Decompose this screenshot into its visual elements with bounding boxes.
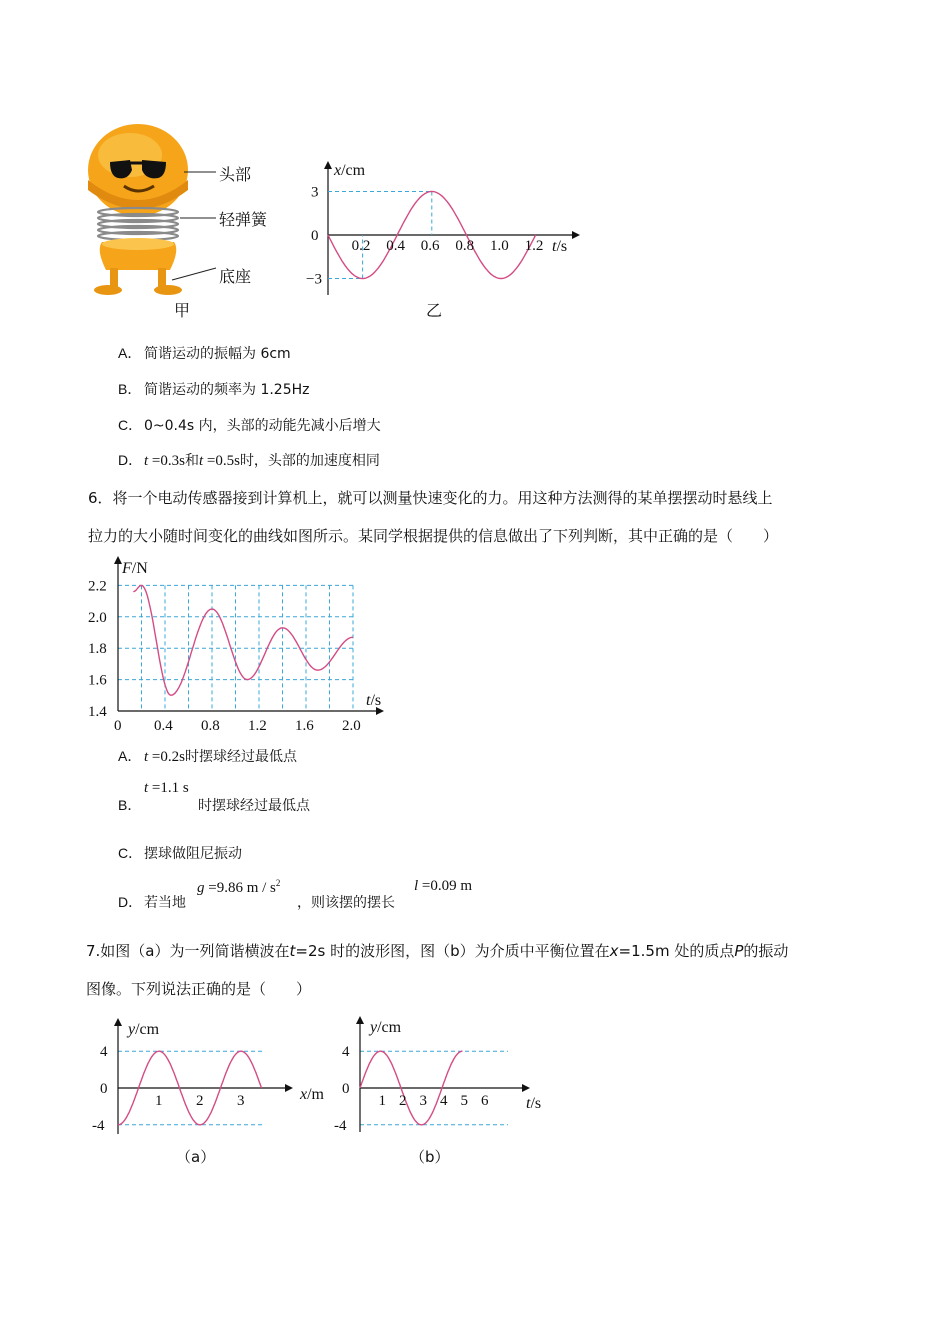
q7-stem-line1: 7.如图（a）为一列简谐横波在t=2s 时的波形图，图（b）为介质中平衡位置在x=1.5m 处的质点P的振动 — [86, 942, 789, 960]
q6-option-a[interactable]: A． t =0.2s时摆球经过最低点 — [118, 748, 297, 765]
y-tick-label: 1.8 — [88, 641, 107, 658]
q6-option-d-g: g =9.86 m / $s^2$ — [197, 878, 281, 896]
x-axis-arrow — [285, 1084, 293, 1092]
y-tick-label: 4 — [342, 1044, 350, 1061]
label-base: 底座 — [219, 267, 252, 286]
x-tick-label: 2 — [399, 1093, 407, 1109]
y-tick-label: 0 — [311, 228, 319, 244]
x-tick-label: 5 — [460, 1093, 468, 1109]
q6-option-b-tail: 时摆球经过最低点 — [198, 798, 310, 814]
x-axis-label: t/s — [526, 1095, 542, 1112]
x-tick-label: 1 — [155, 1093, 163, 1109]
x-tick-label: 2 — [196, 1093, 204, 1109]
spring-toy-figure — [80, 120, 300, 320]
x-axis-arrow — [572, 231, 580, 239]
y-tick-label: 0 — [342, 1081, 350, 1097]
q5-option-c[interactable]: C． 0~0.4s 内，头部的动能先减小后增大 — [118, 417, 381, 434]
x-tick-label: 2.0 — [342, 718, 361, 734]
q6-option-d-l: l =0.09 m — [414, 878, 473, 894]
series-line — [133, 585, 353, 695]
x-tick-label: 0 — [114, 718, 122, 734]
x-tick-label: 0.4 — [386, 238, 405, 254]
x-tick-label: 1 — [378, 1093, 386, 1109]
displacement-time-graph — [300, 155, 590, 295]
y-axis-arrow — [356, 1016, 364, 1024]
y-axis-arrow — [114, 556, 122, 564]
y-tick-label: -4 — [92, 1117, 105, 1134]
q6-option-d-mid: ，则该摆的摆长 — [297, 895, 395, 911]
caption-yi: 乙 — [426, 301, 443, 320]
x-tick-label: 1.2 — [248, 718, 267, 734]
vibration-graph-b — [330, 1010, 560, 1140]
y-tick-label: 0 — [100, 1081, 108, 1097]
x-tick-label: 3 — [419, 1093, 427, 1109]
y-axis-label: y/cm — [128, 1021, 160, 1038]
x-tick-label: 0.4 — [154, 718, 173, 734]
x-tick-label: 6 — [481, 1093, 489, 1109]
q6-option-b[interactable]: B． — [118, 797, 142, 813]
x-tick-label: 1.6 — [295, 718, 314, 734]
y-axis-label: y/cm — [370, 1019, 402, 1036]
x-axis-label: x/m — [300, 1086, 324, 1103]
x-tick-label: 0.8 — [455, 238, 475, 254]
x-tick-label: 0.6 — [420, 238, 440, 254]
q6-stem-line1: 6．将一个电动传感器接到计算机上，就可以测量快速变化的力。用这种方法测得的某单摆摆动时悬线上 — [88, 489, 773, 507]
x-tick-label: 0.2 — [351, 238, 371, 254]
x-axis-label: t/s — [552, 238, 568, 255]
caption-jia: 甲 — [174, 301, 191, 320]
y-tick-label: 1.4 — [88, 704, 107, 720]
y-axis-arrow — [114, 1018, 122, 1026]
q6-option-d[interactable]: D． 若当地 — [118, 894, 186, 911]
y-tick-label: 3 — [311, 184, 319, 201]
y-axis-arrow — [324, 161, 332, 169]
q7-stem-line2: 图像。下列说法正确的是（ ） — [86, 980, 312, 998]
q6-option-b-expr: t =1.1 s — [144, 780, 189, 796]
x-axis-label: t/s — [366, 692, 382, 709]
wave-graph-a — [90, 1012, 340, 1142]
x-tick-label: 1.0 — [490, 238, 509, 254]
x-tick-label: 0.8 — [201, 718, 220, 734]
label-spring: 轻弹簧 — [219, 210, 268, 229]
x-tick-label: 1.2 — [524, 238, 544, 254]
y-tick-label: −3 — [306, 271, 322, 288]
caption-a: （a） — [176, 1148, 216, 1166]
y-tick-label: 2.0 — [88, 609, 107, 626]
q7-stem — [86, 932, 856, 1008]
caption-b: （b） — [410, 1148, 450, 1166]
y-tick-label: 1.6 — [88, 672, 107, 689]
x-axis-arrow — [522, 1084, 530, 1092]
q6-option-c[interactable]: C． 摆球做阻尼振动 — [118, 845, 242, 862]
q5-option-d[interactable]: D． t =0.3s和t =0.5s时，头部的加速度相同 — [118, 452, 380, 469]
y-tick-label: 4 — [100, 1044, 108, 1061]
label-head: 头部 — [219, 165, 252, 184]
x-tick-label: 3 — [237, 1093, 245, 1109]
y-tick-label: -4 — [334, 1117, 347, 1134]
q5-option-b[interactable]: B． 简谐运动的频率为 1.25Hz — [118, 381, 310, 398]
x-tick-label: 4 — [440, 1093, 448, 1109]
y-axis-label: F/N — [122, 560, 148, 577]
q6-stem-line2: 拉力的大小随时间变化的曲线如图所示。某同学根据提供的信息做出了下列判断，其中正确的是（ ） — [88, 527, 779, 545]
q6-stem — [88, 479, 858, 555]
y-axis-label: x/cm — [334, 162, 366, 179]
force-time-graph — [84, 555, 394, 735]
q5-option-a[interactable]: A． 简谐运动的振幅为 6cm — [118, 345, 291, 362]
y-tick-label: 2.2 — [88, 578, 107, 595]
